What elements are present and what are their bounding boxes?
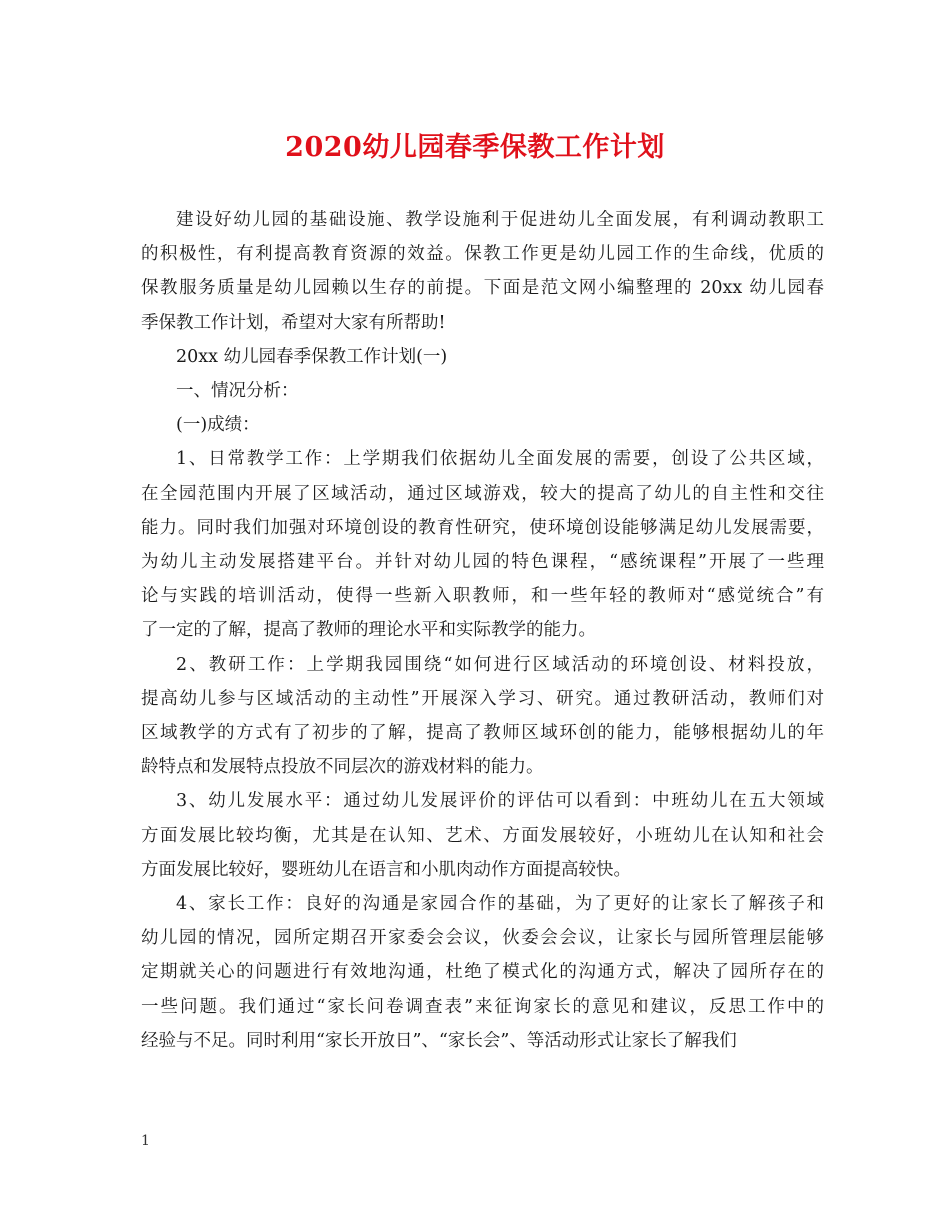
paragraph-line: 一、情况分析：	[176, 381, 299, 402]
paragraph-line: 能力。同时我们加强对环境创设的教育性研究，使环境创设能够满足幼儿发展需要，	[141, 517, 824, 538]
paragraph-line: 龄特点和发展特点投放不同层次的游戏材料的能力。	[141, 757, 544, 778]
paragraph-line: 2、教研工作：上学期我园围绕“如何进行区域活动的环境创设、材料投放，	[176, 654, 824, 675]
paragraph-line: 保教服务质量是幼儿园赖以生存的前提。下面是范文网小编整理的 20xx 幼儿园春	[141, 278, 824, 299]
paragraph-line: 4、家长工作：良好的沟通是家园合作的基础，为了更好的让家长了解孩子和	[176, 894, 824, 915]
paragraph	[141, 648, 824, 785]
paragraph	[141, 203, 824, 340]
paragraph-line: 经验与不足。同时利用“家长开放日”、“家长会”、等活动形式让家长了解我们	[141, 1030, 737, 1051]
paragraph-line: 幼儿园的情况，园所定期召开家委会会议，伙委会会议，让家长与园所管理层能够	[141, 928, 824, 949]
paragraph-line: 1、日常教学工作：上学期我们依据幼儿全面发展的需要，创设了公共区域，	[176, 449, 824, 470]
paragraph-line: 区域教学的方式有了初步的了解，提高了教师区域环创的能力，能够根据幼儿的年	[141, 723, 824, 744]
paragraph-line: 的积极性，有利提高教育资源的效益。保教工作更是幼儿园工作的生命线，优质的	[141, 244, 824, 265]
paragraph-line: 建设好幼儿园的基础设施、教学设施利于促进幼儿全面发展，有利调动教职工	[176, 210, 824, 230]
paragraph-line: 20xx 幼儿园春季保教工作计划(一)	[176, 346, 448, 367]
paragraph-line: (一)成绩：	[176, 415, 260, 436]
paragraph-line: 了一定的了解，提高了教师的理论水平和实际教学的能力。	[141, 620, 596, 641]
paragraph-line: 3、幼儿发展水平：通过幼儿发展评价的评估可以看到：中班幼儿在五大领域	[176, 791, 824, 812]
paragraph	[141, 887, 824, 1058]
paragraph	[141, 340, 824, 374]
paragraph	[141, 784, 824, 887]
paragraph-line: 提高幼儿参与区域活动的主动性”开展深入学习、研究。通过教研活动，教师们对	[141, 688, 824, 709]
document-title: 2020幼儿园春季保教工作计划	[285, 132, 665, 163]
page-number: 1	[141, 1133, 150, 1149]
document-body	[141, 203, 824, 1058]
paragraph	[141, 374, 824, 408]
paragraph	[141, 408, 824, 442]
paragraph-line: 在全园范围内开展了区域活动，通过区域游戏，较大的提高了幼儿的自主性和交往	[141, 483, 824, 504]
paragraph-line: 为幼儿主动发展搭建平台。并针对幼儿园的特色课程，“感统课程”开展了一些理	[141, 552, 824, 573]
paragraph-line: 方面发展比较好，婴班幼儿在语言和小肌肉动作方面提高较快。	[141, 859, 631, 880]
paragraph-line: 季保教工作计划，希望对大家有所帮助!	[141, 312, 446, 333]
paragraph-line: 方面发展比较均衡，尤其是在认知、艺术、方面发展较好，小班幼儿在认知和社会	[141, 825, 824, 846]
paragraph-line: 一些问题。我们通过“家长问卷调查表”来征询家长的意见和建议，反思工作中的	[141, 996, 824, 1017]
paragraph	[141, 442, 824, 647]
paragraph-line: 定期就关心的问题进行有效地沟通，杜绝了模式化的沟通方式，解决了园所存在的	[141, 962, 824, 983]
paragraph-line: 论与实践的培训活动，使得一些新入职教师，和一些年轻的教师对“感觉统合”有	[141, 586, 824, 607]
